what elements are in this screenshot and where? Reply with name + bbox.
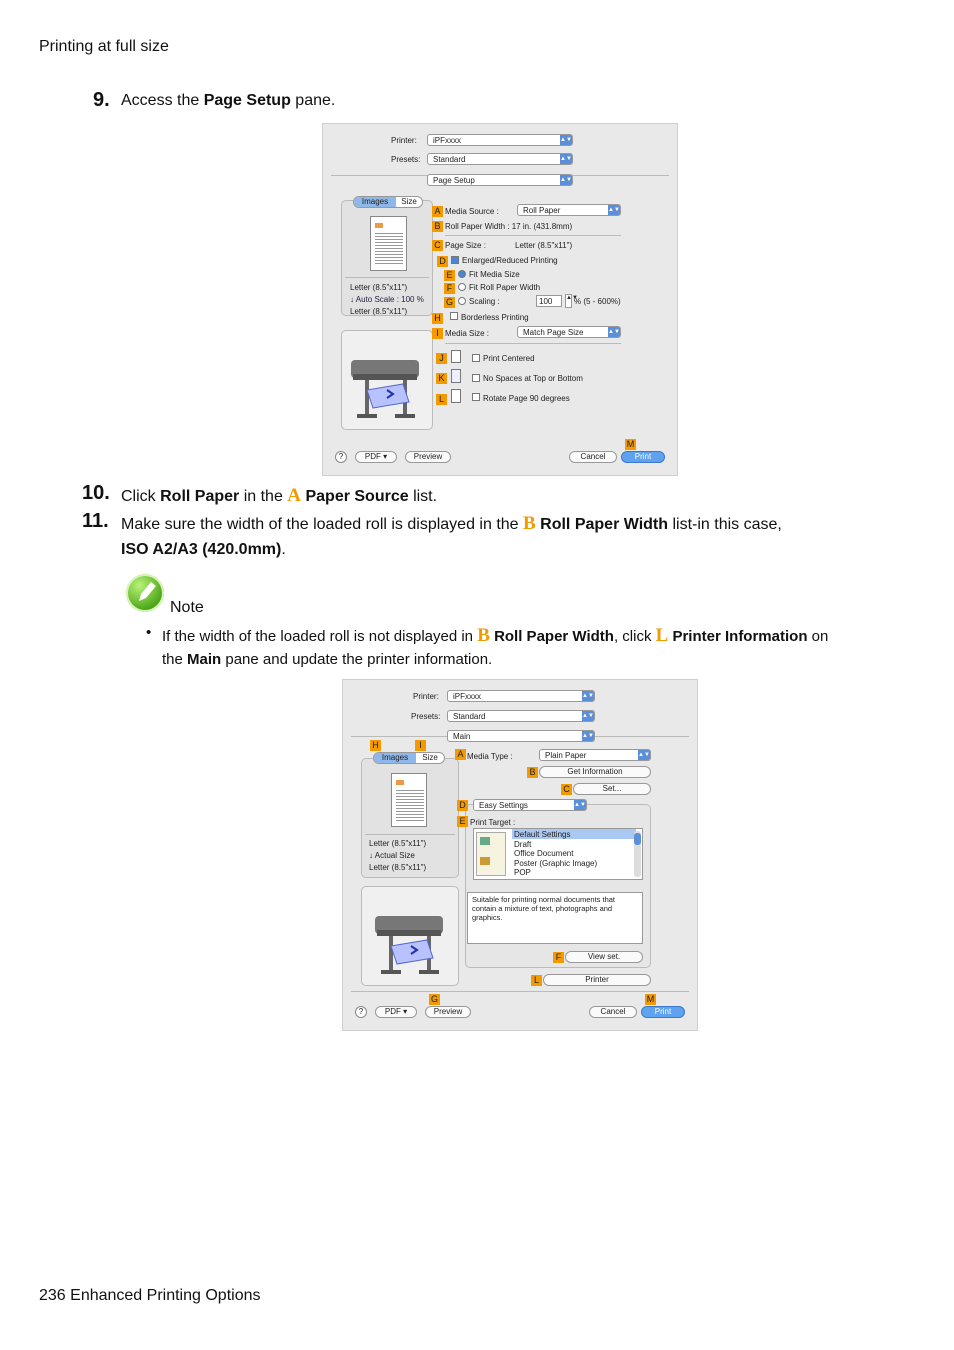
badge-h: H (432, 313, 443, 324)
step-11-text-line2: ISO A2/A3 (420.0mm). (121, 541, 286, 558)
print-centered-checkbox[interactable] (472, 354, 480, 362)
badge-g: G (445, 297, 453, 307)
printer-popup[interactable]: iPFxxxx ▲▼ (427, 134, 573, 146)
note-label: Note (170, 599, 204, 616)
images-size-segmented[interactable] (373, 752, 445, 764)
popup-arrow-icon: ▲▼ (608, 329, 620, 335)
divider (351, 991, 689, 992)
target-item[interactable]: Office Document (514, 849, 574, 858)
get-information-button[interactable]: Get Information (539, 766, 651, 778)
badge-d: D (437, 256, 448, 267)
note-text: If the width of the loaded roll is not displayed in B Roll Paper Width, click L Printer Information on the Main pane and update the printer information. (162, 625, 829, 668)
media-type-popup[interactable]: Plain Paper ▲▼ (539, 749, 651, 761)
help-button[interactable]: ? (355, 1006, 367, 1018)
badge-d: D (457, 800, 468, 811)
page-size-label: Page Size : (445, 241, 486, 250)
badge-c: C (561, 784, 572, 795)
badge-h: H (370, 740, 381, 751)
printer-popup[interactable]: iPFxxxx ▲▼ (447, 690, 595, 702)
divider (445, 235, 621, 236)
view-set-button[interactable]: View set. (565, 951, 643, 963)
rotate-page-checkbox[interactable] (472, 393, 480, 401)
target-preview-icon (476, 832, 506, 876)
no-spaces-checkbox[interactable] (472, 374, 480, 382)
rotate-page-label: Rotate Page 90 degrees (483, 394, 570, 403)
badge-j: J (436, 353, 447, 364)
pdf-button[interactable]: PDF ▾ (355, 451, 397, 463)
enlarged-reduced-checkbox[interactable] (451, 256, 459, 264)
popup-arrow-icon: ▲▼ (582, 733, 594, 739)
cancel-button[interactable]: Cancel (589, 1006, 637, 1018)
cancel-button[interactable]: Cancel (569, 451, 617, 463)
badge-l: L (436, 394, 447, 405)
description-text: Suitable for printing normal documents that contain a mixture of text, photographs and graphics. (467, 892, 643, 944)
media-size-popup[interactable]: Match Page Size ▲▼ (517, 326, 621, 338)
step-number-10: 10. (82, 482, 110, 504)
badge-c: C (432, 240, 443, 251)
presets-popup[interactable]: Standard ▲▼ (427, 153, 573, 165)
info-scale: ↓ Actual Size (369, 851, 415, 860)
popup-arrow-icon: ▲▼ (638, 752, 650, 758)
info-media-size: Letter (8.5"x11") (369, 863, 427, 872)
popup-arrow-icon: ▲▼ (574, 802, 586, 808)
popup-arrow-icon: ▲▼ (560, 177, 572, 183)
target-item[interactable]: Draft (514, 840, 532, 849)
info-media-size: Letter (8.5"x11") (350, 307, 408, 316)
enlarged-reduced-label: Enlarged/Reduced Printing (462, 256, 558, 265)
printer-illustration-icon (347, 346, 427, 426)
popup-arrow-icon: ▲▼ (582, 713, 594, 719)
badge-a: A (455, 749, 466, 760)
badge-e: E (444, 270, 455, 281)
rotate-page-icon (451, 389, 461, 403)
page-setup-dialog-screenshot (322, 123, 678, 476)
presets-popup[interactable]: Standard ▲▼ (447, 710, 595, 722)
media-source-label: Media Source : (445, 207, 499, 216)
printer-button[interactable]: Printer (543, 974, 651, 986)
popup-arrow-icon: ▲▼ (560, 137, 572, 143)
print-target-list[interactable] (473, 828, 643, 880)
divider (445, 343, 621, 344)
no-spaces-label: No Spaces at Top or Bottom (483, 374, 583, 383)
media-size-label: Media Size : (445, 329, 490, 338)
info-page-size: Letter (8.5"x11") (350, 283, 408, 292)
printer-label: Printer: (391, 136, 417, 145)
media-type-label: Media Type : (467, 752, 513, 761)
fit-roll-width-label: Fit Roll Paper Width (469, 283, 541, 292)
list-scrollbar[interactable] (634, 831, 641, 877)
target-item[interactable]: Default Settings (514, 830, 571, 839)
note-pencil-icon (126, 574, 164, 612)
help-button[interactable]: ? (335, 451, 347, 463)
no-spaces-icon (451, 369, 461, 383)
print-button[interactable]: Print (641, 1006, 685, 1018)
media-source-popup[interactable]: Roll Paper ▲▼ (517, 204, 621, 216)
divider (345, 277, 429, 278)
roll-paper-width-text: Roll Paper Width : 17 in. (431.8mm) (445, 222, 573, 231)
tab-images[interactable]: Images (354, 197, 396, 207)
borderless-checkbox[interactable] (450, 312, 458, 320)
print-centered-label: Print Centered (483, 354, 535, 363)
popup-arrow-icon: ▲▼ (560, 156, 572, 162)
page-thumbnail (391, 773, 427, 827)
badge-f: F (553, 952, 564, 963)
note-bullet: • (146, 624, 152, 641)
page-thumbnail (370, 216, 407, 271)
set-button[interactable]: Set... (573, 783, 651, 795)
presets-label: Presets: (411, 712, 441, 721)
pdf-button[interactable]: PDF ▾ (375, 1006, 417, 1018)
step-9-text: Access the Page Setup pane. (121, 92, 336, 109)
step-11-text-line1: Make sure the width of the loaded roll is displayed in the B Roll Paper Width list-in this case, (121, 513, 782, 534)
presets-label: Presets: (391, 155, 421, 164)
pane-popup[interactable]: Main ▲▼ (447, 730, 595, 742)
print-button[interactable]: Print (621, 451, 665, 463)
scaling-stepper[interactable]: ▲▼ (565, 294, 572, 308)
preview-button[interactable]: Preview (405, 451, 451, 463)
step-number-9: 9. (93, 89, 110, 111)
tab-size[interactable]: Size (401, 197, 417, 206)
print-target-label: Print Target : (470, 818, 516, 827)
badge-i: I (432, 328, 443, 339)
tab-images[interactable]: Images (374, 753, 416, 763)
page-footer: 236 Enhanced Printing Options (39, 1287, 261, 1304)
popup-arrow-icon: ▲▼ (582, 693, 594, 699)
target-item[interactable]: Poster (Graphic Image) (514, 859, 598, 868)
badge-b: B (432, 221, 443, 232)
popup-arrow-icon: ▲▼ (608, 207, 620, 213)
badge-k: K (436, 373, 447, 384)
page-size-value: Letter (8.5"x11") (515, 241, 573, 250)
running-header: Printing at full size (39, 38, 169, 55)
badge-f: F (444, 283, 455, 294)
tab-size[interactable]: Size (422, 753, 438, 762)
scaling-range: % (5 - 600%) (574, 297, 621, 306)
fit-roll-width-radio[interactable] (458, 283, 466, 291)
badge-i: I (415, 740, 426, 751)
fit-media-size-label: Fit Media Size (469, 270, 520, 279)
printer-label: Printer: (413, 692, 439, 701)
badge-g: G (430, 994, 438, 1004)
images-size-segmented[interactable] (353, 196, 423, 208)
step-10-text: Click Roll Paper in the A Paper Source list. (121, 485, 438, 506)
info-scale: ↓ Auto Scale : 100 % (350, 295, 424, 304)
badge-a: A (432, 206, 443, 217)
scaling-input[interactable]: 100 (536, 295, 562, 307)
scaling-radio[interactable] (458, 297, 466, 305)
badge-e: E (457, 816, 468, 827)
main-pane-dialog-screenshot (342, 679, 698, 1031)
arrow-down-icon: ↓ (369, 851, 375, 860)
divider (365, 834, 455, 835)
preview-button[interactable]: Preview (425, 1006, 471, 1018)
badge-b: B (527, 767, 538, 778)
info-page-size: Letter (8.5"x11") (369, 839, 427, 848)
borderless-label: Borderless Printing (461, 313, 529, 322)
step-number-11: 11. (82, 510, 109, 532)
printer-illustration-icon (369, 902, 453, 982)
pane-popup[interactable]: Page Setup ▲▼ (427, 174, 573, 186)
arrow-down-icon: ↓ (350, 295, 356, 304)
badge-m: M (646, 994, 655, 1004)
scaling-label: Scaling : (469, 297, 500, 306)
badge-l: L (531, 975, 542, 986)
fit-media-size-radio[interactable] (458, 270, 466, 278)
easy-settings-popup[interactable]: Easy Settings ▲▼ (473, 799, 587, 811)
print-centered-icon (451, 350, 461, 363)
target-item[interactable]: POP (514, 868, 531, 877)
badge-m: M (626, 439, 635, 449)
